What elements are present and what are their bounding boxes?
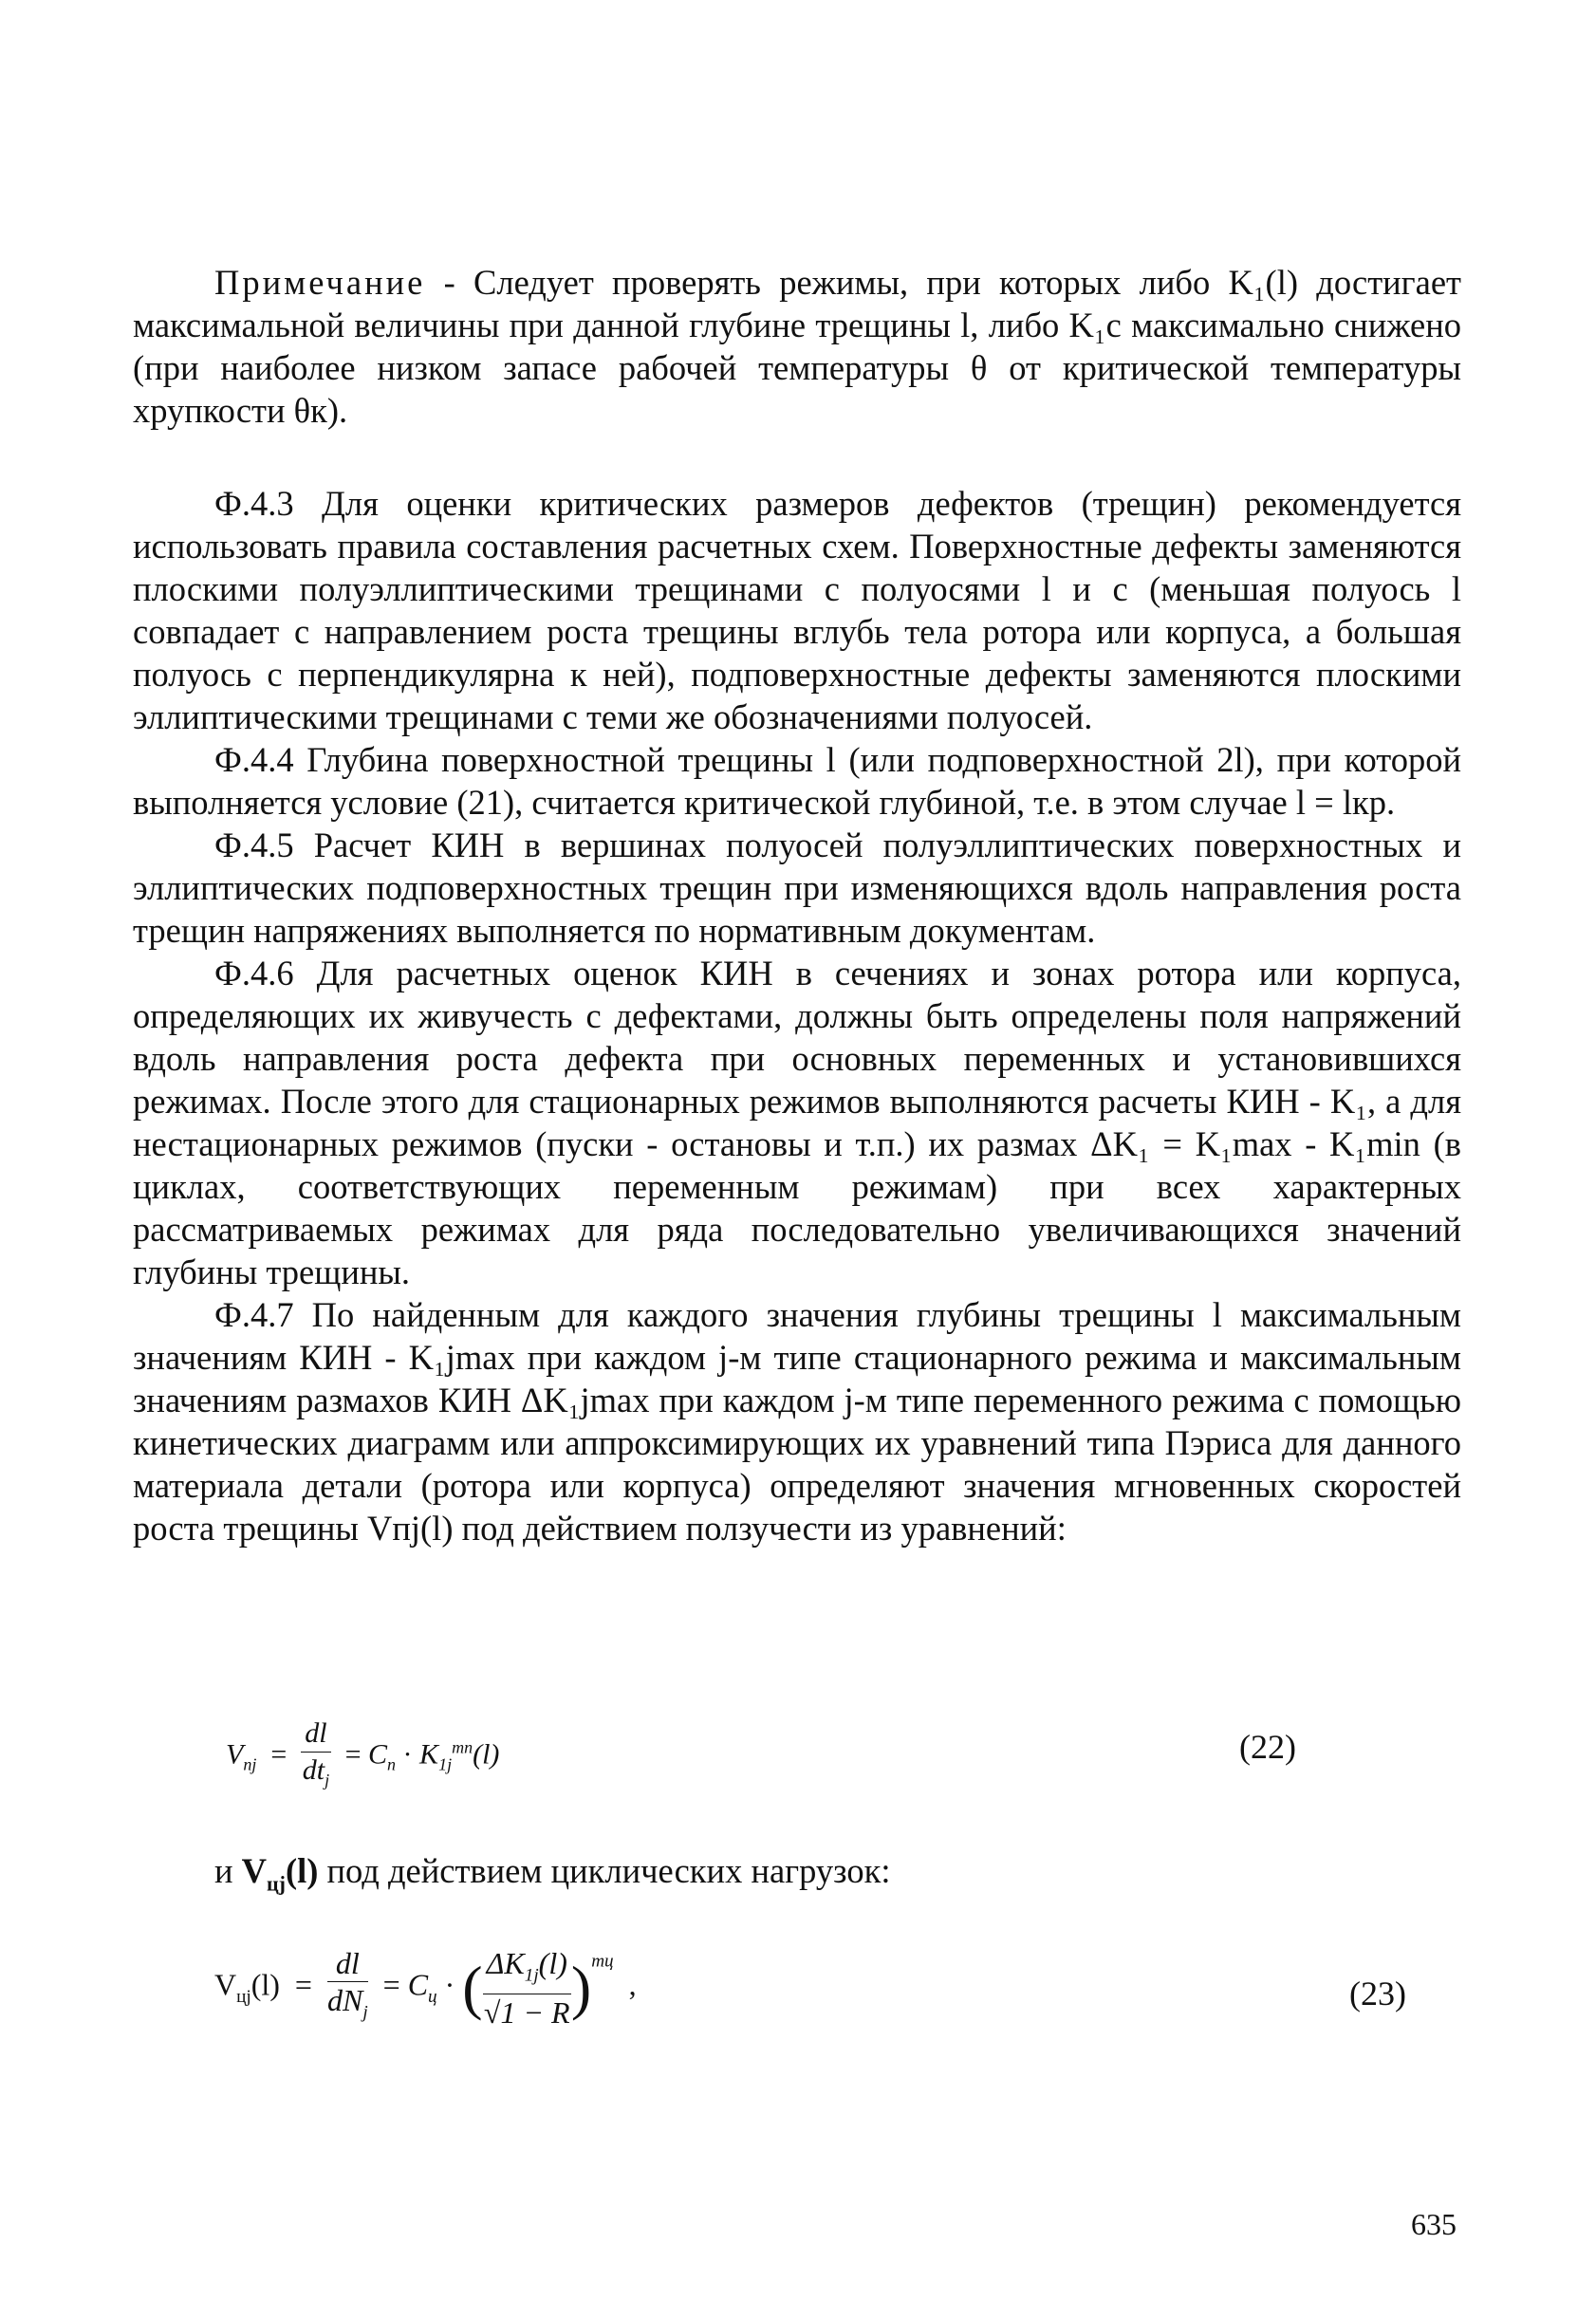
between-symbol-sub: цj <box>267 1871 286 1896</box>
formula-22-c-sub: п <box>387 1754 397 1774</box>
formula-22: $V_{пj}$ = $\frac{dl}{dt_j}$ = $C_п \cdot K_{1j}^{mп}(l)$ <box>226 1716 499 1798</box>
note-text: - Следует проверять режимы, при которых либо K₁(l) достигает максимальной величины при данной глубине трещины l, либо K₁c максимально снижено (при наиболее низком запасе рабочей температуры θ от критической температуры хрупкости θк). <box>133 263 1461 430</box>
note-paragraph <box>133 261 1461 432</box>
formula-23-inner-fraction <box>483 1945 571 2031</box>
formula-23-denominator: dN <box>326 1983 363 2017</box>
formula-23-inner-numerator: ΔK <box>486 1946 525 1980</box>
formula-23-lhs-arg: (l) <box>251 1967 280 2002</box>
page-number: 635 <box>1411 2207 1457 2241</box>
note-block <box>133 261 1461 432</box>
formula-22-denominator: dt <box>302 1754 325 1786</box>
formula-22-numerator: dl <box>301 1716 330 1753</box>
paragraph-f43: Ф.4.3 Для оценки критических размеров дефектов (трещин) рекомендуется использовать правила составления расчетных схем. Поверхностные дефекты заменяются плоскими полуэллиптическими трещинами с полуосями l и c (меньшая полуось l совпадает с направлением роста трещины вглубь тела ротора или корпуса, а большая полуось c перпендикулярна к ней), подповерхностные дефекты заменяются плоскими эллиптическими трещинами с теми же обозначениями полуосей. <box>133 484 1461 736</box>
formula-22-k: K <box>419 1738 439 1771</box>
formula-22-k-sup: mп <box>452 1737 473 1757</box>
equation-number-22: (22) <box>1239 1728 1296 1766</box>
formula-23: $V_{цj}(l)$ = $\frac{dl}{dN_j}$ = $C_ц$ · ( $\frac{\Delta K_{1j}(l)}{√1 - R}$ )$^{mц}$ , <box>214 1946 637 2031</box>
formula-22-fraction <box>301 1716 330 1798</box>
formula-23-inner-numerator-sub: 1j <box>524 1965 539 1986</box>
paragraph-f46: Ф.4.6 Для расчетных оценок КИН в сечениях и зонах ротора или корпуса, определяющих их живучесть с дефектами, должны быть определены поля напряжений вдоль направления роста дефекта при основных переменных и установившихся режимах. После этого для стационарных режимов выполняются расчеты КИН - K₁, а для нестационарных режимов (пуски - остановы и т.п.) их размах ΔK₁ = K₁max - K₁min (в циклах, соответствующих переменным режимам) при всех характерных рассматриваемых режимах для ряда последовательно увеличивающихся значений глубины трещины. <box>133 954 1461 1291</box>
between-symbol: V <box>241 1851 268 1890</box>
formula-23-c-sub: ц <box>428 1986 437 2007</box>
cyclic-loads-line <box>214 1850 891 1896</box>
paragraph-f44: Ф.4.4 Глубина поверхностной трещины l (или подповерхностной 2l), при которой выполняется условие (21), считается критической глубиной, т.е. в этом случае l = lкр. <box>133 740 1461 822</box>
formula-22-lhs: V <box>226 1738 244 1771</box>
formula-23-c: C <box>407 1967 429 2002</box>
paragraph-f45: Ф.4.5 Расчет КИН в вершинах полуосей полуэллиптических поверхностных и эллиптических подповерхностных трещин при изменяющихся вдоль направления роста трещин напряжениях выполняется по нормативным документам. <box>133 825 1461 950</box>
formula-23-inner-numerator-arg: (l) <box>538 1946 567 1980</box>
formula-22-arg: (l) <box>473 1738 500 1771</box>
formula-23-fraction <box>327 1945 368 2031</box>
formula-23-inner-denominator: √1 − R <box>483 1995 570 2031</box>
formula-23-exponent: mц <box>591 1951 614 1972</box>
formula-22-denominator-sub: j <box>325 1771 330 1790</box>
formula-23-trailing-comma: , <box>628 1967 637 2002</box>
between-arg: (l) <box>285 1851 319 1890</box>
formula-22-lhs-sub: пj <box>243 1754 257 1774</box>
formula-22-c: C <box>368 1738 388 1771</box>
equation-number-23: (23) <box>1349 1975 1406 2012</box>
formula-23-lhs-sub: цj <box>236 1986 251 2007</box>
formula-23-denominator-sub: j <box>362 2002 368 2023</box>
formula-23-lhs: V <box>214 1967 237 2002</box>
formula-22-k-sub: 1j <box>438 1754 453 1774</box>
between-prefix: и <box>214 1851 242 1890</box>
paragraph-f47: Ф.4.7 По найденным для каждого значения глубины трещины l максимальным значениям КИН - K₁jmax при каждом j-м типе стационарного режима и максимальным значениям размахов КИН ΔK₁jmax при каждом j-м типе переменного режима с помощью кинетических диаграмм или аппроксимирующих их уравнений типа Пэриса для данного материала детали (ротора или корпуса) определяют значения мгновенных скоростей роста трещины Vпj(l) под действием ползучести из уравнений: <box>133 1295 1461 1548</box>
formula-23-numerator: dl <box>327 1945 368 1982</box>
between-rest: под действием циклических нагрузок: <box>318 1851 891 1890</box>
note-label: Примечание <box>214 263 426 302</box>
main-text-block <box>133 482 1461 1549</box>
